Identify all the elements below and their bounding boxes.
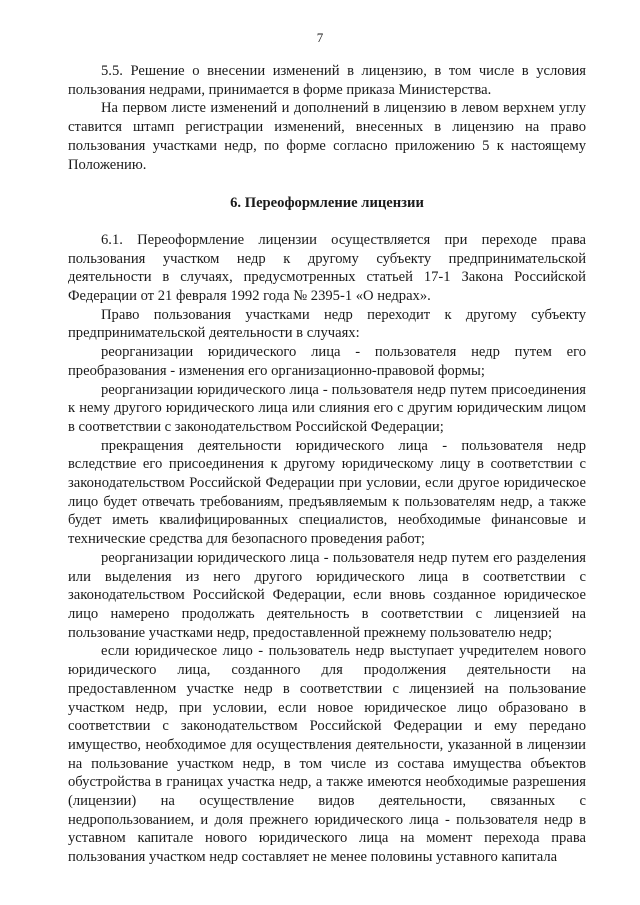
paragraph-cases-intro: Право пользования участками недр переходит к другому субъекту предпринимательской деятельности в случаях: (68, 306, 586, 342)
paragraph-5-5: 5.5. Решение о внесении изменений в лицензию, в том числе в условия пользования недрами, принимается в форме приказа Министерства. (68, 63, 586, 98)
page-number: 7 (316, 30, 324, 45)
section-heading: 6. Переоформление лицензии (230, 195, 424, 212)
paragraph-6-1: 6.1. Переоформление лицензии осуществляется при переходе права пользования участком недр к другому субъекту предпринимательской деятельности в случаях, предусмотренных статьей 17-1 Закона Российской Федерации от 21 февраля 1992 года № 2395-1 «О недрах». (68, 231, 586, 305)
list-item: прекращения деятельности юридического лица - пользователя недр вследствие его присоединения к другому юридическому лицу в соответствии с законодательством Российской Федерации при условии, если другое юридическое лицо будет отвечать требованиям, предъявляемым к пользователям недр, а также будет иметь квалифицированных специалистов, необходимые финансовые и технические средства для безопасного проведения работ; (68, 437, 586, 548)
list-item: реорганизации юридического лица - пользователя недр путем его преобразования - изменения его организационно-правовой формы; (68, 344, 586, 379)
document-body (68, 62, 586, 867)
paragraph-stamp: На первом листе изменений и дополнений в лицензию в левом верхнем углу ставится штамп регистрации изменений, внесенных в лицензию на право пользования участками недр, по форме согласно приложению 5 к настоящему Положению. (68, 100, 586, 173)
list-item: реорганизации юридического лица - пользователя недр путем присоединения к нему другого юридического лица или слияния его с другим юридическим лицом в соответствии с законодательством Российской Федерации; (68, 381, 586, 435)
list-item: если юридическое лицо - пользователь недр выступает учредителем нового юридического лица, созданного для продолжения деятельности на предоставленном участке недр в соответствии с лицензией на пользование участком недр, при условии, если новое юридическое лицо образовано в соответствии с законодательством Российской Федерации и ему передано имущество, необходимое для осуществления деятельности, указанной в лицензии на пользование участком недр, в том числе из состава имущества объектов обустройства в границах участка недр, а также имеются необходимые разрешения (лицензии) на осуществление видов деятельности, связанных с недропользованием, и доля прежнего юридического лица - пользователя недр в уставном капитале нового юридического лица на момент перехода права пользования участком недр составляет не менее половины уставного капитала (68, 643, 586, 866)
list-item: реорганизации юридического лица - пользователя недр путем его разделения или выделения из него другого юридического лица в соответствии с законодательством Российской Федерации, если вновь созданное юридическое лицо намерено продолжать деятельность в соответствии с лицензией на пользование участками недр, предоставленной прежнему пользователю недр; (68, 549, 586, 641)
